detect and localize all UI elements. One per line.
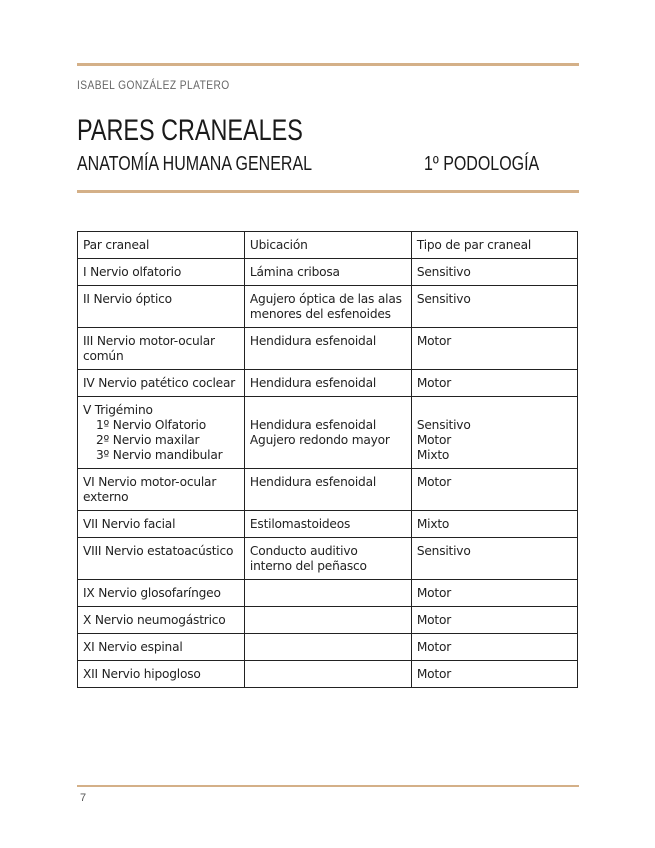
cell-nerve	[78, 580, 245, 607]
footer-rule	[77, 785, 579, 787]
cell-line: Motor	[416, 640, 452, 654]
cell-location	[244, 634, 411, 661]
table-row	[78, 397, 578, 469]
cell-line: Motor	[416, 334, 452, 348]
cell-line	[250, 613, 406, 628]
cell-line: externo	[83, 490, 129, 504]
column-header-nerve: Par craneal	[78, 232, 245, 259]
cell-line: 2º Nervio maxilar	[96, 433, 200, 447]
table-row	[78, 580, 578, 607]
table-row	[78, 370, 578, 397]
cell-line: X Nervio neumogástrico	[83, 613, 226, 627]
table-row	[78, 286, 578, 328]
header-top-rule	[77, 63, 579, 66]
cell-type	[411, 661, 577, 688]
cell-nerve	[78, 328, 245, 370]
cell-line: 3º Nervio mandibular	[96, 448, 223, 462]
cell-line: Estilomastoideos	[249, 517, 351, 531]
cell-nerve	[78, 370, 245, 397]
page-title: PARES CRANEALES	[77, 114, 303, 147]
cell-nerve	[78, 469, 245, 511]
cell-location	[244, 511, 411, 538]
cell-location	[244, 328, 411, 370]
cell-line	[250, 403, 406, 418]
cell-line	[250, 586, 406, 601]
cell-line	[417, 403, 572, 418]
table-row	[78, 511, 578, 538]
page-subtitle: ANATOMÍA HUMANA GENERAL	[77, 153, 313, 175]
cell-line: VI Nervio motor-ocular	[83, 475, 217, 489]
cell-line: III Nervio motor-ocular	[83, 334, 215, 348]
cell-line: VIII Nervio estatoacústico	[83, 544, 234, 558]
cell-type	[411, 538, 577, 580]
author-name: ISABEL GONZÁLEZ PLATERO	[77, 78, 230, 92]
cell-line: Motor	[416, 376, 452, 390]
cell-line: Conducto auditivo	[249, 544, 358, 558]
cranial-nerves-table	[77, 231, 578, 688]
cell-type	[411, 511, 577, 538]
cell-line: Motor	[416, 475, 452, 489]
cell-line: Agujero redondo mayor	[249, 433, 390, 447]
cell-location	[244, 661, 411, 688]
cell-type	[411, 370, 577, 397]
cell-location	[244, 259, 411, 286]
cell-line: Hendidura esfenoidal	[249, 475, 377, 489]
column-header-type: Tipo de par craneal	[411, 232, 577, 259]
cell-nerve	[78, 607, 245, 634]
cell-nerve	[78, 259, 245, 286]
cell-line: Mixto	[416, 517, 450, 531]
cell-type	[411, 580, 577, 607]
cell-location	[244, 397, 411, 469]
cell-line: Mixto	[416, 448, 450, 462]
cell-line	[250, 640, 406, 655]
cell-nerve	[78, 634, 245, 661]
cell-line: Motor	[416, 613, 452, 627]
cell-line: Sensitivo	[416, 418, 471, 432]
cell-line: I Nervio olfatorio	[83, 265, 182, 279]
cell-location	[244, 607, 411, 634]
table-row	[78, 607, 578, 634]
table-row	[78, 328, 578, 370]
cell-type	[411, 397, 577, 469]
cell-type	[411, 469, 577, 511]
cell-line: XI Nervio espinal	[83, 640, 183, 654]
course-label: 1º PODOLOGÍA	[424, 153, 540, 175]
cell-line: IX Nervio glosofaríngeo	[83, 586, 221, 600]
cell-nerve	[78, 286, 245, 328]
table-row	[78, 259, 578, 286]
cell-nerve	[78, 511, 245, 538]
cell-line: Hendidura esfenoidal	[249, 334, 377, 348]
table-row	[78, 469, 578, 511]
cell-type	[411, 607, 577, 634]
table-row	[78, 538, 578, 580]
cell-type	[411, 259, 577, 286]
cell-line: Hendidura esfenoidal	[249, 376, 377, 390]
cell-location	[244, 370, 411, 397]
cell-location	[244, 469, 411, 511]
cell-line: 1º Nervio Olfatorio	[96, 418, 206, 432]
cell-line: interno del peñasco	[249, 559, 367, 573]
cell-location	[244, 538, 411, 580]
cell-line: IV Nervio patético coclear	[83, 376, 236, 390]
cell-nerve	[78, 661, 245, 688]
cell-type	[411, 328, 577, 370]
cell-line: Sensitivo	[416, 292, 471, 306]
cell-line: Sensitivo	[416, 544, 471, 558]
cell-line: Motor	[416, 433, 452, 447]
cell-line: V Trigémino	[83, 403, 153, 417]
table-row	[78, 634, 578, 661]
cell-line: VII Nervio facial	[83, 517, 176, 531]
cell-line: II Nervio óptico	[83, 292, 172, 306]
cell-type	[411, 634, 577, 661]
cell-line: común	[83, 349, 124, 363]
table-header-row	[78, 232, 578, 259]
cell-line	[250, 448, 406, 463]
cell-line: XII Nervio hipogloso	[83, 667, 201, 681]
cell-nerve	[78, 538, 245, 580]
cell-location	[244, 580, 411, 607]
cell-line: Motor	[416, 586, 452, 600]
cell-type	[411, 286, 577, 328]
cell-line: Motor	[416, 667, 452, 681]
table-row	[78, 661, 578, 688]
cell-line: Agujero óptica de las alas	[249, 292, 402, 306]
header-bottom-rule	[77, 190, 579, 193]
cell-line: menores del esfenoides	[249, 307, 391, 321]
cell-line: Sensitivo	[416, 265, 471, 279]
page-number: 7	[80, 792, 87, 804]
cell-line: Hendidura esfenoidal	[249, 418, 377, 432]
cell-location	[244, 286, 411, 328]
column-header-location: Ubicación	[244, 232, 411, 259]
cell-nerve	[78, 397, 245, 469]
cell-line: Lámina cribosa	[249, 265, 340, 279]
cell-line	[250, 667, 406, 682]
